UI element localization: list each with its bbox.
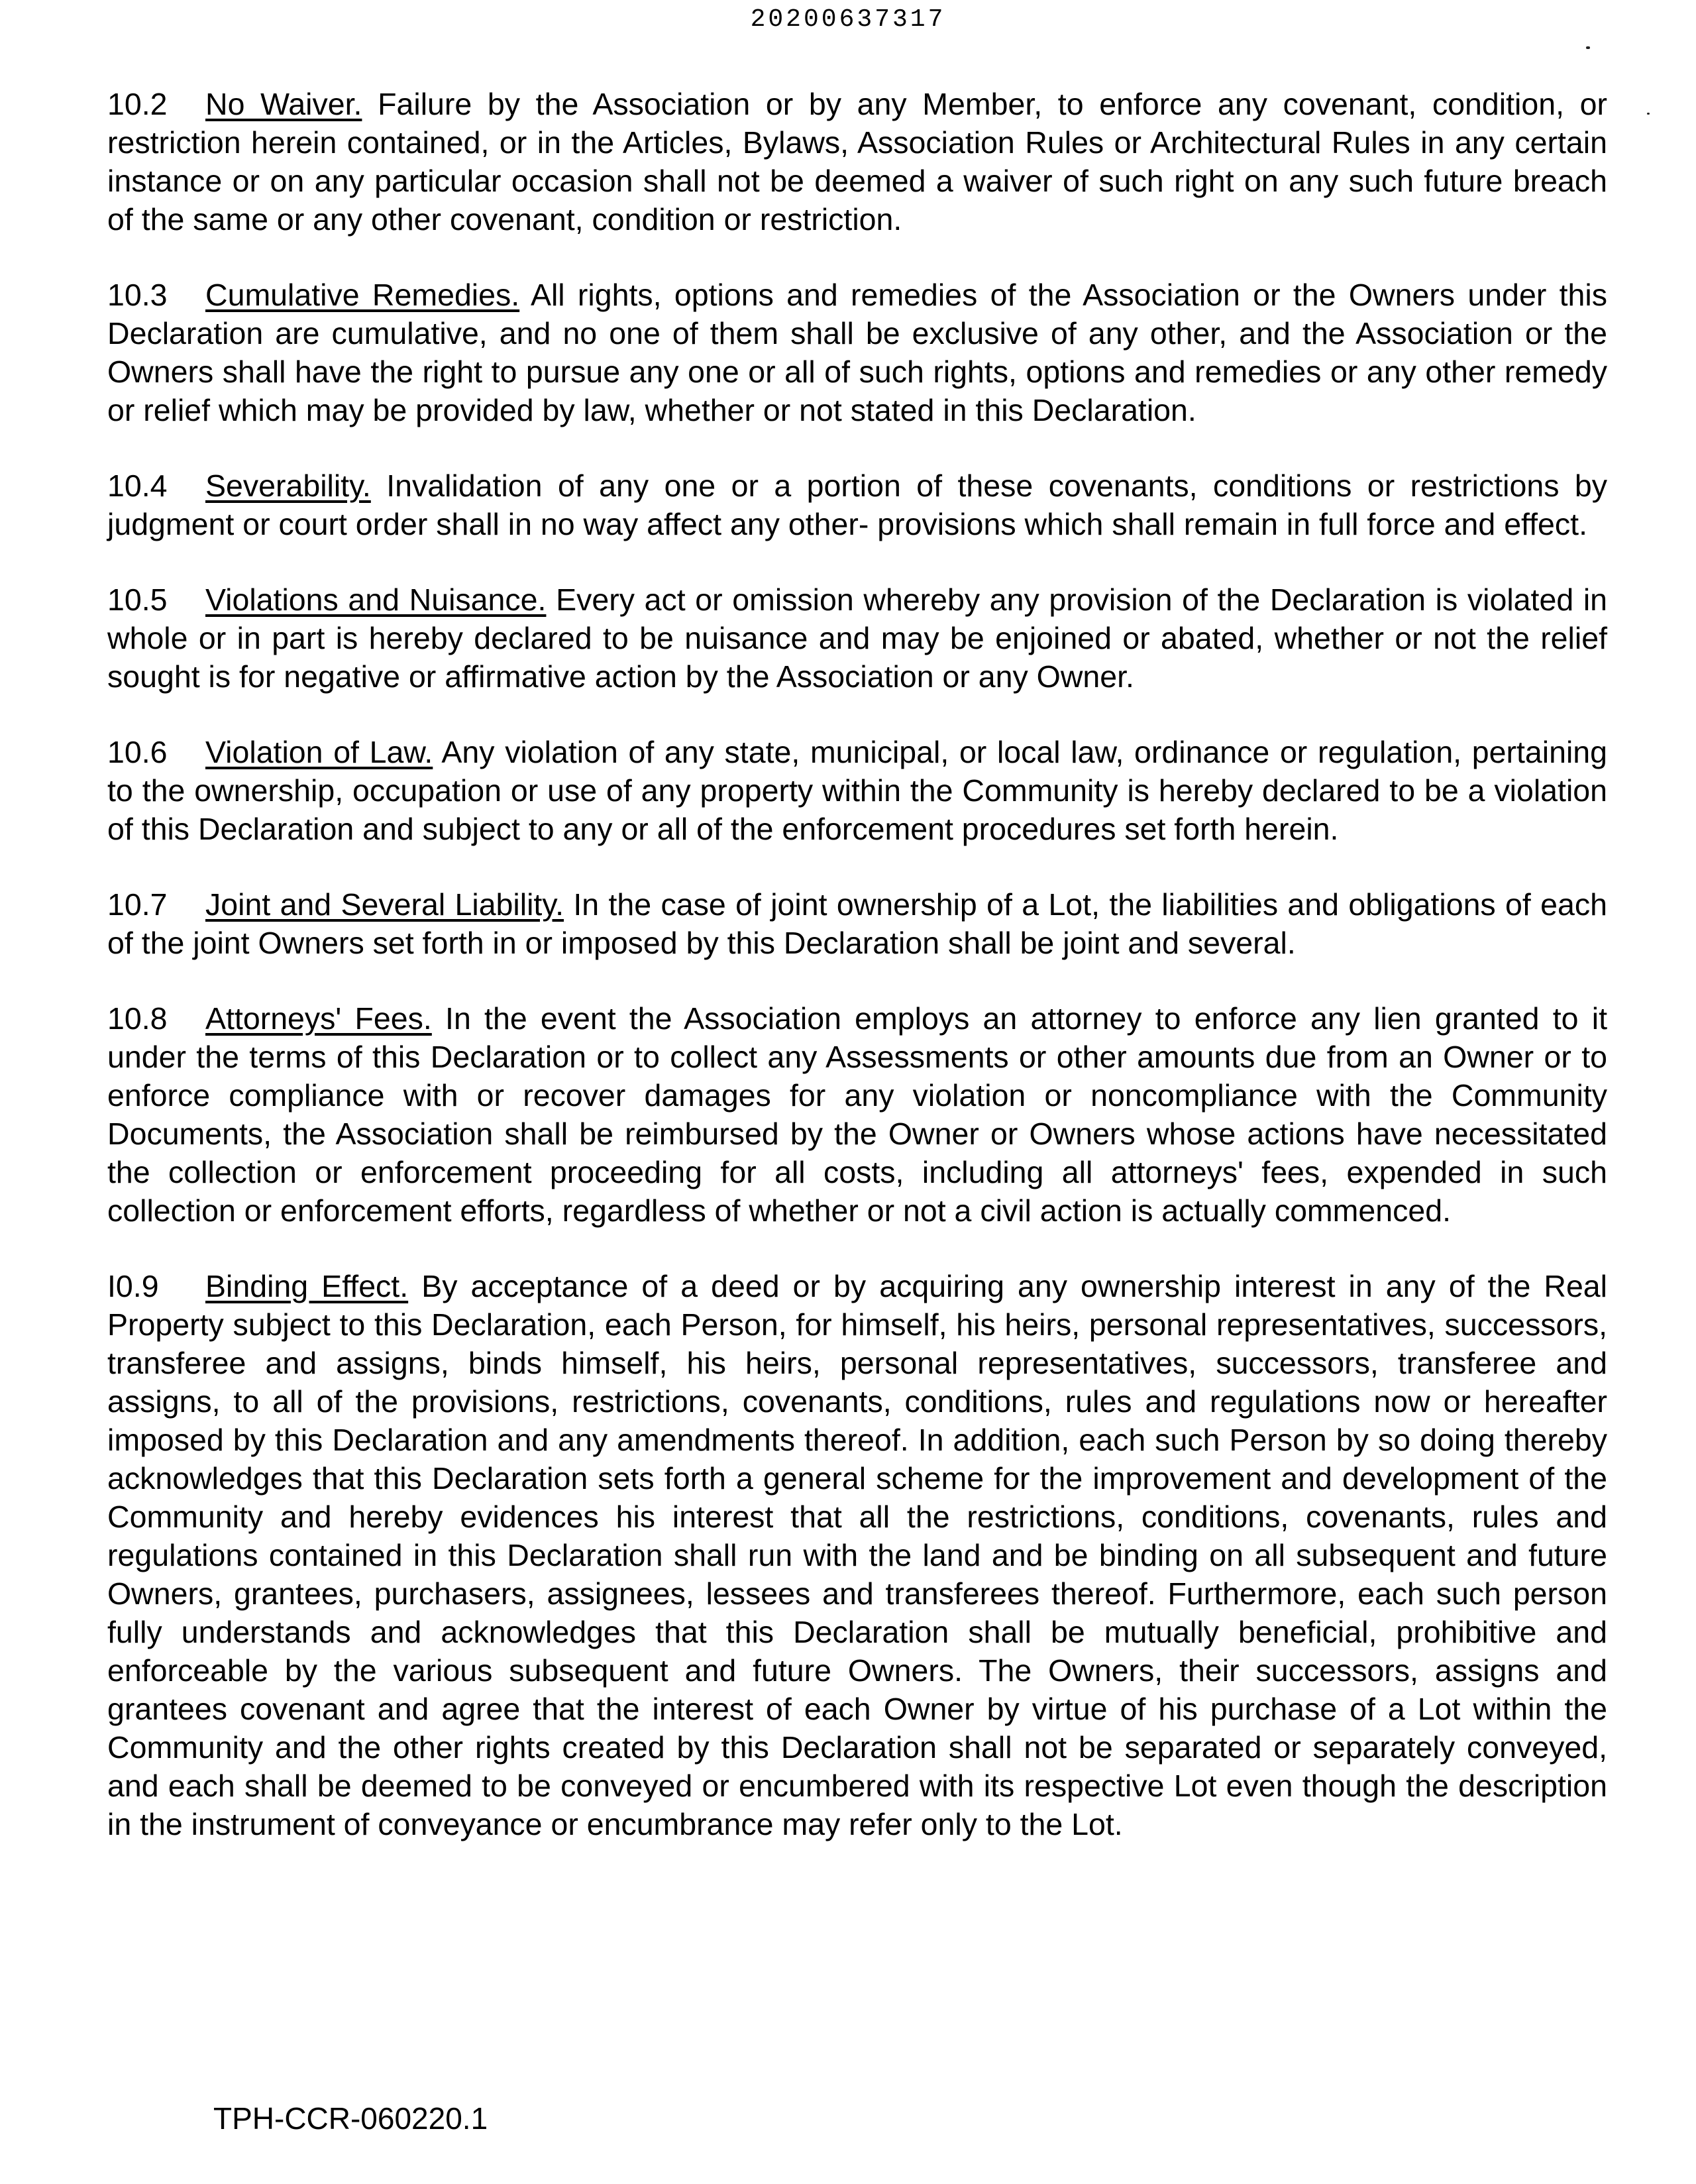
section-heading: Binding Effect. — [205, 1269, 409, 1303]
section-text: In the case of joint ownership of a Lot, the liabilities and obligations of each of the joint Owners set forth in or imposed by this Declaration shall be joint and several. — [107, 887, 1607, 960]
section-10-8 — [107, 999, 1607, 1230]
section-text: Failure by the Association or by any Member, to enforce any covenant, condition, or restriction herein contained, or in the Articles, Bylaws, Association Rules or Architectural Rules in any certain instance or on any particular occasion shall not be deemed a waiver of such right on any such future breach of the same or any other covenant, condition or restriction. — [107, 87, 1608, 237]
section-number: 10.8 — [107, 1001, 168, 1036]
section-heading: Cumulative Remedies. — [205, 278, 520, 312]
section-heading: No Waiver. — [205, 87, 362, 121]
section-10-4 — [107, 466, 1607, 543]
section-heading: Violation of Law. — [205, 735, 433, 769]
section-10-9 — [107, 1267, 1607, 1843]
section-text: By acceptance of a deed or by acquiring any ownership interest in any of the Real Property subject to this Declaration, each Person, for himself, his heirs, personal representatives, successors, transferee and assigns, binds himself, his heirs, personal representatives, successors, transferee and assigns, to all of the provisions, restrictions, covenants, conditions, rules and regulations now or hereafter imposed by this Declaration and any amendments thereof. In addition, each such Person by so doing thereby acknowledges that this Declaration sets forth a general scheme for the improvement and development of the Community and hereby evidences his interest that all the restrictions, conditions, covenants, rules and regulations contained in this Declaration shall run with the land and be binding on all subsequent and future Owners, grantees, purchasers, assignees, lessees and transferees thereof. Furthermore, each such person fully understands and acknowledges that this Declaration shall be mutually beneficial, prohibitive and enforceable by the various subsequent and future Owners. The Owners, their successors, assigns and grantees covenant and agree that the interest of each Owner by virtue of his purchase of a Lot within the Community and the other rights created by this Declaration shall not be separated or separately conveyed, and each shall be deemed to be conveyed or encumbered with its respective Lot even though the description in the instrument of conveyance or encumbrance may refer only to the Lot. — [107, 1269, 1607, 1841]
section-heading: Violations and Nuisance. — [205, 582, 547, 617]
section-heading: Joint and Several Liability. — [205, 887, 564, 922]
document-body — [107, 85, 1607, 1881]
section-text: In the event the Association employs an attorney to enforce any lien granted to it under the terms of this Declaration or to collect any Assessments or other amounts due from an Owner or to enforce compliance with or recover damages for any violation or noncompliance with the Community Documents, the Association shall be reimbursed by the Owner or Owners whose actions have necessitated the collection or enforcement proceeding for all costs, including all attorneys' fees, expended in such collection or enforcement efforts, regardless of whether or not a civil action is actually commenced. — [107, 1001, 1608, 1228]
section-number: 10.5 — [107, 582, 168, 617]
document-number: 20200637317 — [750, 5, 946, 34]
section-number: 10.6 — [107, 735, 168, 769]
section-number: I0.9 — [107, 1269, 159, 1303]
footer-code: TPH-CCR-060220.1 — [213, 2101, 488, 2136]
section-number: 10.2 — [107, 87, 168, 121]
section-text: Every act or omission whereby any provision of the Declaration is violated in whole or in part is hereby declared to be nuisance and may be enjoined or abated, whether or not the relief sought is for negative or affirmative action by the Association or any Owner. — [107, 582, 1608, 694]
section-heading: Severability. — [205, 468, 371, 503]
scan-speck — [1647, 113, 1650, 115]
scan-speck — [1586, 46, 1590, 49]
section-10-7 — [107, 885, 1607, 962]
section-text: Any violation of any state, municipal, or local law, ordinance or regulation, pertaining to the ownership, occupation or use of any property within the Community is hereby declared to be a violation of this Declaration and subject to any or all of the enforcement procedures set forth herein. — [107, 735, 1607, 846]
section-text: Invalidation of any one or a portion of these covenants, conditions or restrictions by judgment or court order shall in no way affect any other- provisions which shall remain in full force and effect. — [107, 468, 1607, 541]
section-number: 10.4 — [107, 468, 168, 503]
section-number: 10.3 — [107, 278, 168, 312]
section-10-6 — [107, 733, 1607, 848]
section-heading: Attorneys' Fees. — [205, 1001, 432, 1036]
section-number: 10.7 — [107, 887, 168, 922]
section-text: All rights, options and remedies of the Association or the Owners under this Declaration are cumulative, and no one of them shall be exclusive of any other, and the Association or the Owners shall have the right to pursue any one or all of such rights, options and remedies or any other remedy or relief which may be provided by law, whether or not stated in this Declaration. — [107, 278, 1607, 427]
section-10-5 — [107, 580, 1607, 696]
section-10-3 — [107, 276, 1607, 429]
section-10-2 — [107, 85, 1607, 239]
